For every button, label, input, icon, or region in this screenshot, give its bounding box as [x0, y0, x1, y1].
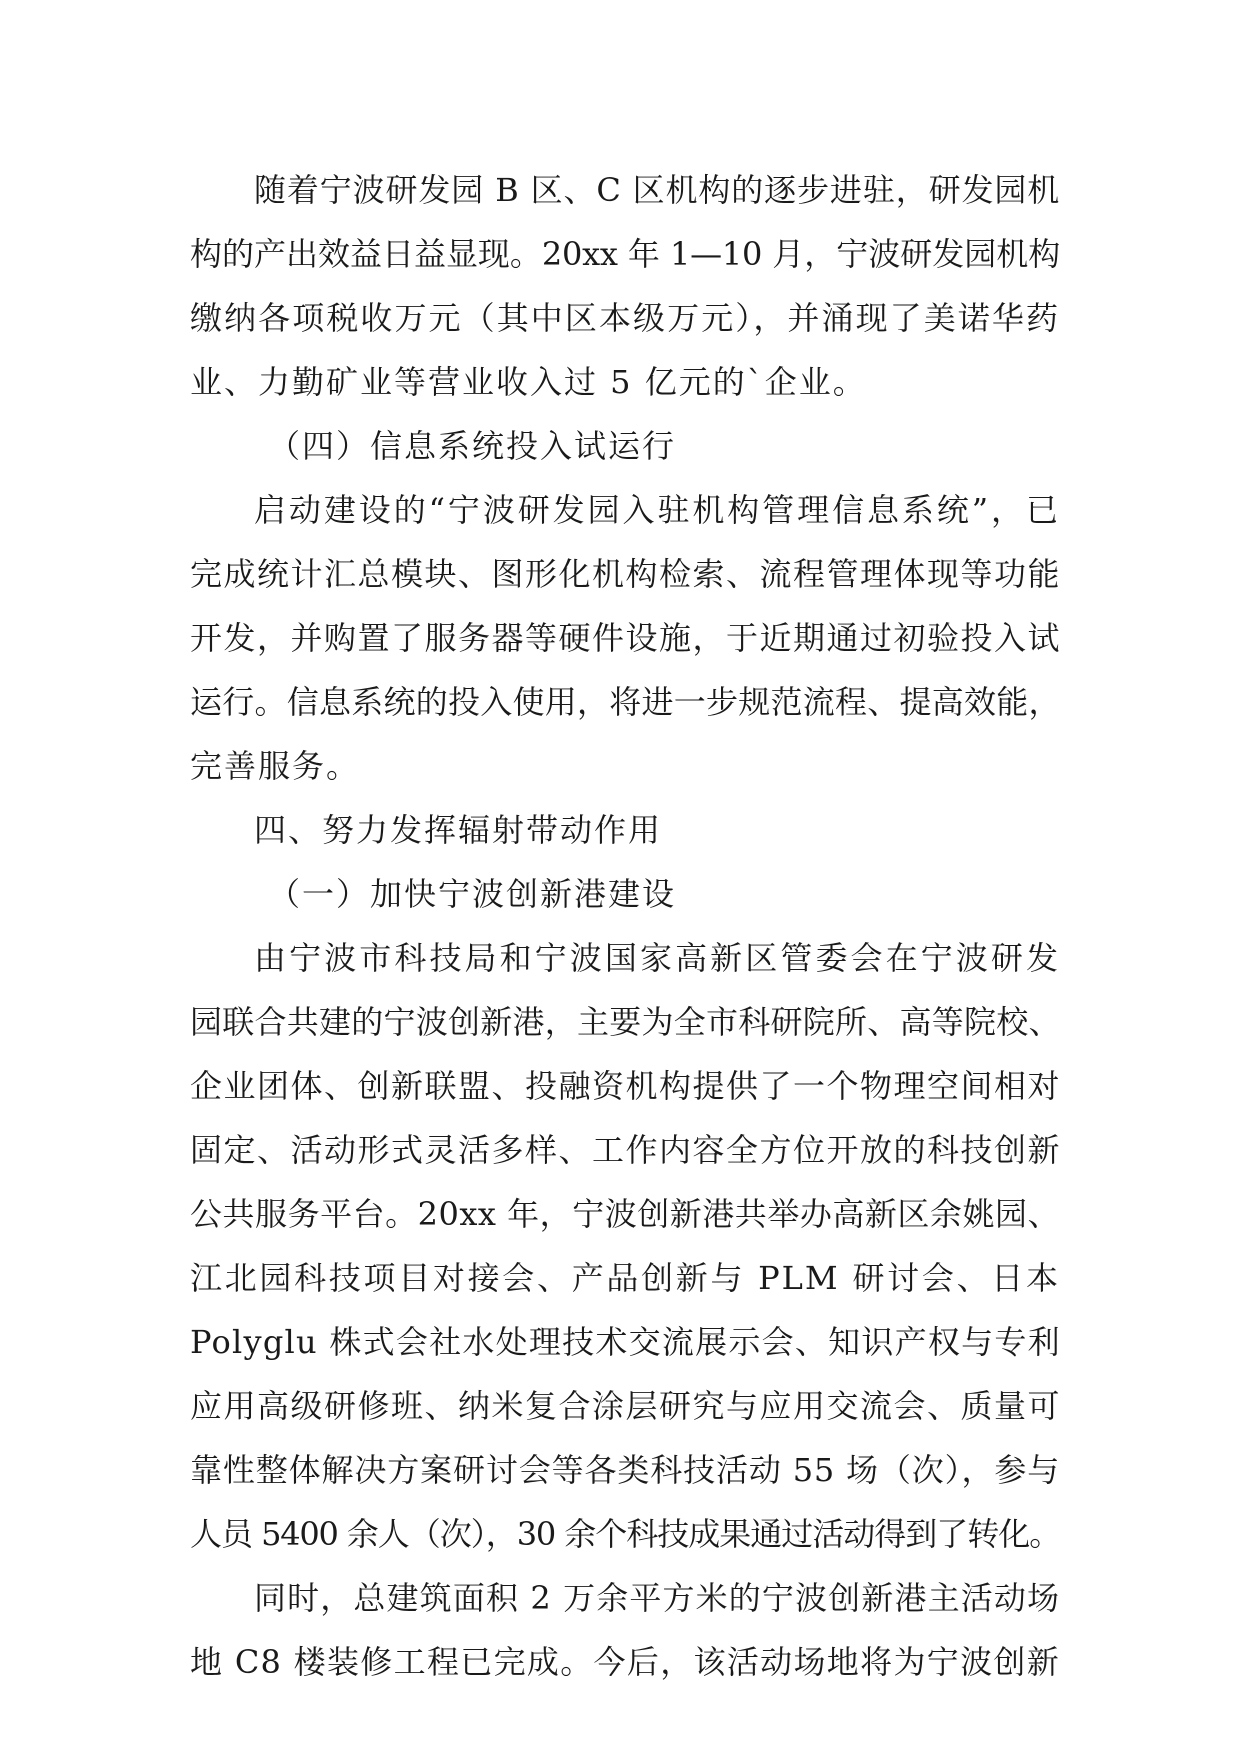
paragraph-line: 开发，并购置了服务器等硬件设施，于近期通过初验投入试: [190, 619, 1062, 657]
paragraph-line: 由宁波市科技局和宁波国家高新区管委会在宁波研发: [254, 939, 1060, 977]
paragraph-line: 园联合共建的宁波创新港，主要为全市科研院所、高等院校、: [190, 1003, 1061, 1041]
paragraph-line: 随着宁波研发园 B 区、C 区机构的逐步进驻，研发园机: [254, 171, 1060, 209]
paragraph-line: 构的产出效益日益显现。20xx 年 1—10 月，宁波研发园机构: [190, 235, 1060, 273]
paragraph-line: 运行。信息系统的投入使用，将进一步规范流程、提高效能，: [190, 683, 1061, 721]
paragraph-line: 启动建设的“宁波研发园入驻机构管理信息系统”，已: [254, 491, 1060, 529]
paragraph-line: 完善服务。: [190, 747, 361, 785]
chapter-heading: 四、努力发挥辐射带动作用: [254, 811, 663, 849]
document-body: [190, 158, 1060, 1694]
paragraph-line: 江北园科技项目对接会、产品创新与 PLM 研讨会、日本: [190, 1259, 1060, 1297]
section-heading-1: （一）加快宁波创新港建设: [268, 875, 677, 913]
paragraph-line: 人员 5400 余人（次），30 余个科技成果通过活动得到了转化。: [190, 1515, 1060, 1553]
paragraph-line: 应用高级研修班、纳米复合涂层研究与应用交流会、质量可: [190, 1387, 1062, 1425]
paragraph-line: 完成统计汇总模块、图形化机构检索、流程管理体现等功能: [190, 555, 1062, 593]
paragraph-line: 业、力勤矿业等营业收入过 5 亿元的`企业。: [190, 363, 867, 401]
paragraph-line: 同时，总建筑面积 2 万余平方米的宁波创新港主活动场: [254, 1579, 1060, 1617]
section-heading-4: （四）信息系统投入试运行: [268, 427, 677, 465]
paragraph-line: 地 C8 楼装修工程已完成。今后，该活动场地将为宁波创新: [190, 1643, 1060, 1681]
paragraph-line: 缴纳各项税收万元（其中区本级万元），并涌现了美诺华药: [190, 299, 1060, 337]
paragraph-line: Polyglu 株式会社水处理技术交流展示会、知识产权与专利: [190, 1323, 1061, 1361]
paragraph-line: 靠性整体解决方案研讨会等各类科技活动 55 场（次），参与: [190, 1451, 1060, 1489]
paragraph-line: 固定、活动形式灵活多样、工作内容全方位开放的科技创新: [190, 1131, 1062, 1169]
paragraph-line: 企业团体、创新联盟、投融资机构提供了一个物理空间相对: [190, 1067, 1062, 1105]
paragraph-line: 公共服务平台。20xx 年，宁波创新港共举办高新区余姚园、: [190, 1195, 1060, 1233]
